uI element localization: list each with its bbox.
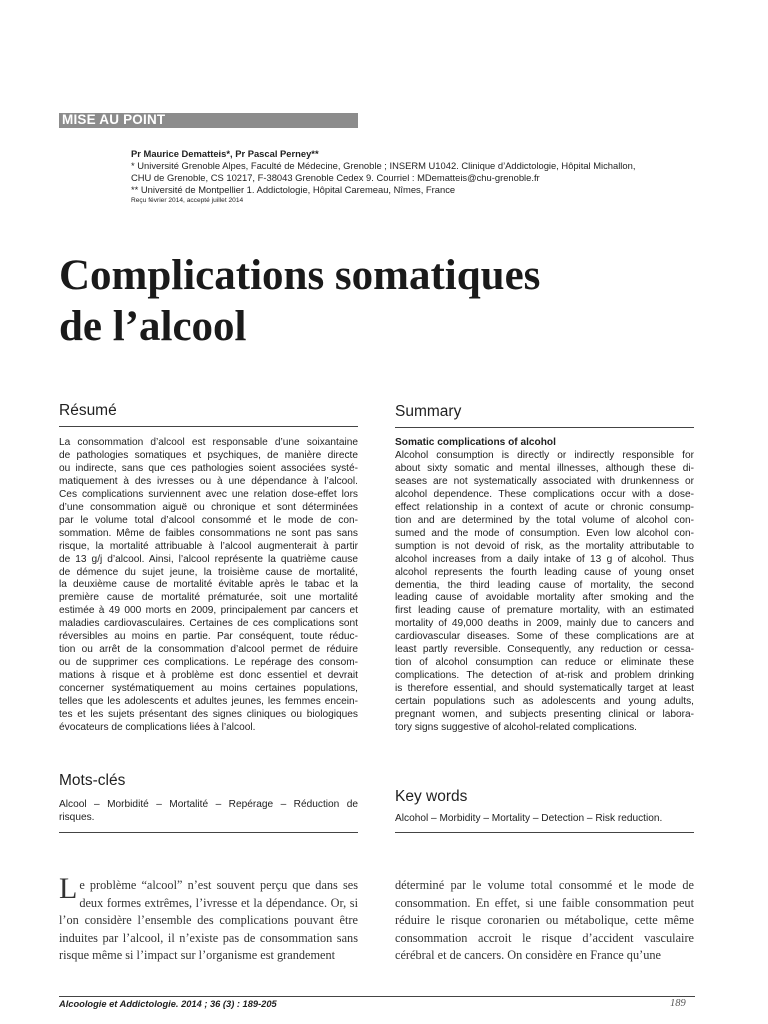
text-line: induites par l’alcool, il n’existe pas de consommation sans bbox=[59, 930, 358, 945]
mots-cles-line-1: Alcool – Morbidité – Mortalité – Repérage – Réduction de bbox=[59, 799, 358, 810]
text-line: Ces complications surviennent avec une relation dose-effet lors bbox=[59, 488, 358, 500]
text-line: par le volume total d’alcool consommé et le mode de con- bbox=[59, 514, 358, 526]
mots-cles-heading: Mots-clés bbox=[59, 772, 126, 789]
text-line: la deuxième cause de mortalité évitable après le tabac et la bbox=[59, 579, 358, 591]
body-left-lines bbox=[59, 872, 358, 965]
text-line: matiquement à des ivresses ou à une dépendance à l’alcool. bbox=[59, 475, 358, 487]
text-line: maladies cardiovasculaires. Certaines de ces complications sont bbox=[59, 618, 358, 630]
mots-cles-line-2: risques. bbox=[59, 811, 95, 823]
key-words-rule bbox=[395, 832, 694, 833]
affiliation-2: ** Université de Montpellier 1. Addictologie, Hôpital Caremeau, Nîmes, France bbox=[131, 184, 456, 195]
text-line: réduire le risque coronarien ou métabolique, cette même bbox=[395, 913, 694, 928]
body-left-column bbox=[59, 872, 358, 965]
summary-rule bbox=[395, 427, 694, 428]
text-line: dementia, the third leading cause of mortality, the second bbox=[395, 579, 694, 591]
article-title bbox=[59, 250, 540, 352]
text-line: about sixty somatic and mental illnesses, although these di- bbox=[395, 462, 694, 474]
text-line: évocateurs de complications liées à l’alcool. bbox=[59, 721, 256, 733]
text-line: sommation. Même de faibles consommations ne sont pas sans bbox=[59, 527, 358, 539]
author-block bbox=[131, 148, 635, 205]
text-line: cardiovascular diseases. Some of these complications are at bbox=[395, 631, 694, 643]
text-line: risque même si l’impact sur l’organisme est grandement bbox=[59, 948, 336, 963]
text-line: concerner systématiquement au moins certaines populations, bbox=[59, 683, 358, 695]
text-line: sumed and the mode of consumption. Even low alcohol con- bbox=[395, 527, 694, 539]
text-line: deux formes extrêmes, l’ivresse et la dépendance. Or, si bbox=[79, 895, 358, 910]
journal-citation: Alcoologie et Addictologie. 2014 ; 36 (3) : 189-205 bbox=[59, 999, 277, 1009]
text-line: complications. The detection of at-risk and problem drinking bbox=[395, 670, 694, 682]
text-line: risque, la mortalité attribuable à l’alcool augmenterait à partir bbox=[59, 540, 358, 552]
text-line: de démence du sujet jeune, la troisième cause de mortalité, bbox=[59, 566, 358, 578]
text-line: leading cause of avoidable mortality after smoking and the bbox=[395, 592, 694, 604]
text-line: alcohol dependence. These complications occur with a dose- bbox=[395, 488, 694, 500]
summary-heading: Summary bbox=[395, 403, 462, 420]
affiliation-1b: CHU de Grenoble, CS 10217, F-38043 Grenoble Cedex 9. Courriel : MDematteis@chu-grenoble.fr bbox=[131, 172, 540, 183]
text-line: d’une consommation aiguë ou chronique et sont déterminées bbox=[59, 501, 358, 513]
text-line: first leading cause of premature mortality, with an estimated bbox=[395, 605, 694, 617]
text-line: première cause de mortalité prématurée, soit une mortalité bbox=[59, 592, 358, 604]
text-line: sumption is not devoid of risk, as the mortality attributable to bbox=[395, 540, 694, 552]
text-line: alcohol represents the fourth leading cause of young onset bbox=[395, 566, 694, 578]
text-line: mations à risque et à problème est donc essentiel et devrait bbox=[59, 670, 358, 682]
text-line: consommation accroit le risque d’accident vasculaire bbox=[395, 930, 694, 945]
text-line: least partly reversible. Consequently, any reduction or cessa- bbox=[395, 644, 694, 656]
text-line: tion and are determined by the total volume of alcohol con- bbox=[395, 514, 694, 526]
text-line: Alcohol consumption is directly or indirectly responsible for bbox=[395, 450, 694, 461]
text-line: estimée à 49 000 morts en 2009, principalement par cancers et bbox=[59, 605, 358, 617]
text-line: de 13 g/j d’alcool. Ainsi, l’alcool représente la quatrième cause bbox=[59, 553, 358, 565]
mots-cles-rule bbox=[59, 832, 358, 833]
authors: Pr Maurice Dematteis*, Pr Pascal Perney** bbox=[131, 148, 319, 159]
title-line-1: Complications somatiques bbox=[59, 252, 541, 299]
text-line: is therefore essential, and should systematically target at least bbox=[395, 683, 694, 695]
text-line: mortality of 49,000 deaths in 2009, mainly due to cancers and bbox=[395, 618, 694, 630]
text-line: consommation. En effet, si une faible consommation peut bbox=[395, 895, 694, 910]
text-line: déterminé par le volume total consommé et le mode de bbox=[395, 878, 694, 892]
text-line: telles que les adolescents et adultes jeunes, les femmes encein- bbox=[59, 696, 358, 708]
resume-text bbox=[59, 437, 358, 735]
text-line: alcohol increases from a daily intake of 13 g of alcohol. Thus bbox=[395, 553, 694, 565]
text-line: l’on considère l’ensemble des complications pouvant être bbox=[59, 913, 358, 928]
text-line: réversibles au moins en partie. Par conséquent, toute réduc- bbox=[59, 631, 358, 643]
text-line: ou indirecte, sans que ces pathologies soient associées systé- bbox=[59, 462, 358, 474]
text-line: seases are not systematically associated with drunkenness or bbox=[395, 475, 694, 487]
received-date: Reçu février 2014, accepté juillet 2014 bbox=[131, 197, 244, 204]
text-line: tion of alcohol consumption can reduce or eliminate these bbox=[395, 657, 694, 669]
body-right-column bbox=[395, 877, 694, 965]
text-line: ou de supprimer ces complications. Le repérage des consom- bbox=[59, 657, 358, 669]
text-line: cérébral et de cancers. On considère en France qu’une bbox=[395, 948, 661, 963]
footer-rule bbox=[59, 996, 695, 997]
resume-rule bbox=[59, 426, 358, 427]
resume-heading: Résumé bbox=[59, 402, 117, 419]
text-line: effect relationship in a context of acute or chronic consump- bbox=[395, 501, 694, 513]
text-line: tes et les sujets présentant des signes cliniques ou biologiques bbox=[59, 709, 358, 721]
text-line: La consommation d’alcool est responsable d’une soixantaine bbox=[59, 437, 358, 448]
affiliation-1: * Université Grenoble Alpes, Faculté de Médecine, Grenoble ; INSERM U1042. Clinique d’Addictologie, Hôpital Michallon, bbox=[131, 160, 636, 171]
text-line: tory signs suggestive of alcohol-related complications. bbox=[395, 722, 637, 734]
summary-text bbox=[395, 450, 694, 735]
key-words-heading: Key words bbox=[395, 788, 468, 805]
text-line: e problème “alcool” n’est souvent perçu que dans ses bbox=[79, 878, 358, 892]
summary-subtitle: Somatic complications of alcohol bbox=[395, 437, 556, 448]
section-label: MISE AU POINT bbox=[62, 112, 166, 127]
text-line: pregnant women, and subjects presenting clinical or labora- bbox=[395, 709, 694, 721]
drop-cap: L bbox=[59, 872, 78, 905]
title-line-2: de l’alcool bbox=[59, 303, 247, 350]
section-label-bar bbox=[59, 113, 358, 128]
key-words-text: Alcohol – Morbidity – Mortality – Detection – Risk reduction. bbox=[395, 813, 663, 824]
mots-cles-text bbox=[59, 799, 358, 825]
text-line: certain populations such as adolescents and young adults, bbox=[395, 696, 694, 708]
page-number: 189 bbox=[670, 998, 686, 1009]
text-line: de pathologies somatiques et psychiques, de manière directe bbox=[59, 449, 358, 461]
text-line: tion ou arrêt de la consommation d’alcool permet de réduire bbox=[59, 644, 358, 656]
